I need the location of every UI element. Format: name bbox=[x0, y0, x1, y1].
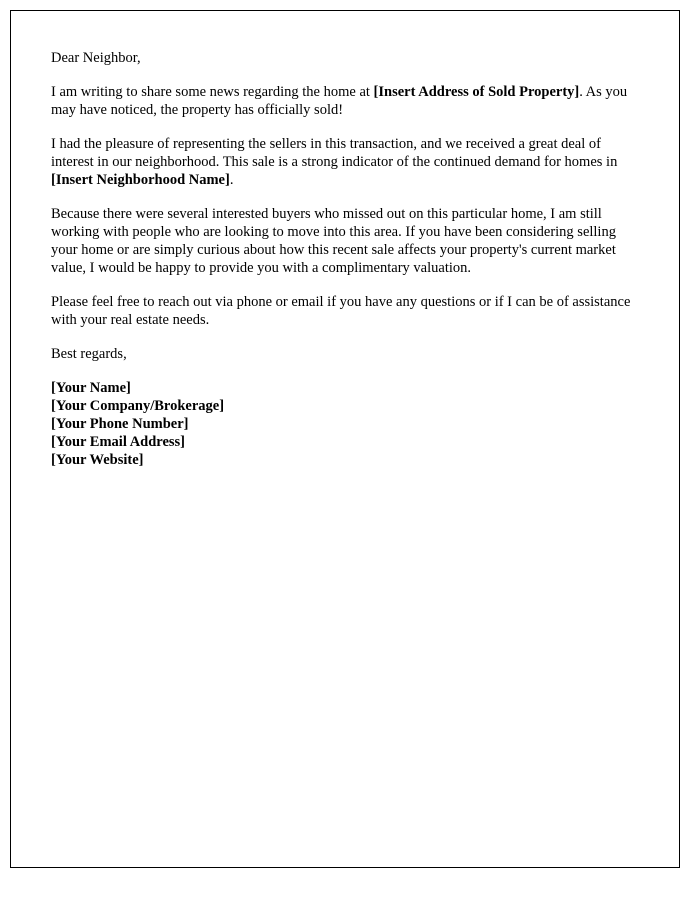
letter-paragraph bbox=[51, 293, 639, 329]
signature-line: [Your Company/Brokerage] bbox=[51, 398, 225, 414]
letter-body bbox=[51, 83, 639, 329]
signature-line: [Your Phone Number] bbox=[51, 416, 189, 432]
letter-page bbox=[10, 10, 680, 868]
placeholder-text: [Insert Address of Sold Property] bbox=[373, 84, 580, 100]
letter-paragraph bbox=[51, 83, 639, 119]
paragraph-text: . bbox=[229, 172, 234, 188]
signature-line: [Your Email Address] bbox=[51, 434, 186, 450]
closing: Best regards, bbox=[51, 346, 127, 362]
letter-paragraph bbox=[51, 205, 639, 277]
letter-paragraph bbox=[51, 135, 639, 189]
signature-line: [Your Website] bbox=[51, 452, 144, 468]
signature-block bbox=[51, 379, 639, 469]
paragraph-text: . As you may have noticed, the property has officially sold! bbox=[51, 84, 628, 118]
paragraph-text: Please feel free to reach out via phone or email if you have any questions or if I can be of assistance with your real estate needs. bbox=[51, 294, 631, 328]
paragraph-text: Because there were several interested buyers who missed out on this particular home, I am still working with people who are looking to move into this area. If you have been considering selling your home or are simply curious about how this recent sale affects your property's current market value, I would be happy to provide you with a complimentary valuation. bbox=[51, 206, 616, 276]
signature-line: [Your Name] bbox=[51, 380, 131, 396]
placeholder-text: [Insert Neighborhood Name] bbox=[51, 172, 230, 188]
paragraph-text: I am writing to share some news regarding the home at bbox=[51, 84, 374, 100]
salutation: Dear Neighbor, bbox=[51, 50, 141, 66]
paragraph-text: I had the pleasure of representing the sellers in this transaction, and we received a great deal of interest in our neighborhood. This sale is a strong indicator of the continued demand for homes in bbox=[51, 136, 618, 170]
